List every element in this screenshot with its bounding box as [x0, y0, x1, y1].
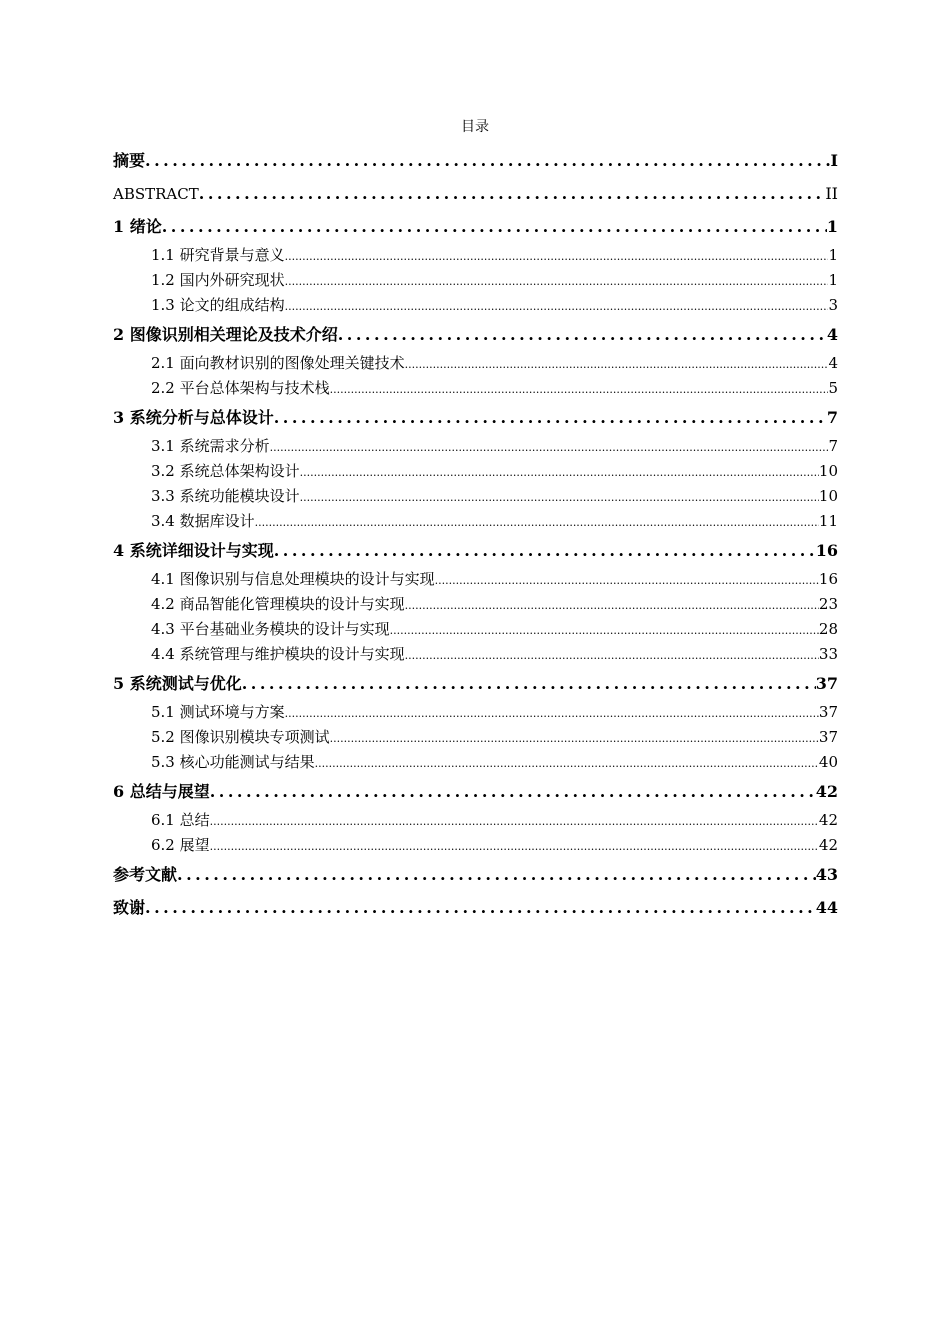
toc-chapter-entry[interactable]	[113, 144, 838, 177]
dot-leader	[405, 351, 829, 377]
toc-page-number: 37	[815, 674, 838, 693]
dot-leader	[285, 293, 829, 319]
dot-leader	[285, 268, 829, 294]
toc-page-number: 1	[828, 246, 838, 264]
toc-section-entry[interactable]	[113, 459, 838, 484]
dot-leader	[405, 592, 819, 618]
dot-leader	[177, 858, 816, 891]
toc-entry-label: 3.2 系统总体架构设计	[151, 462, 300, 480]
dot-leader	[300, 459, 819, 485]
toc-section-entry[interactable]	[113, 376, 838, 401]
toc-entry-label: 6.2 展望	[151, 836, 210, 854]
toc-entry-label: 1 绪论	[113, 217, 162, 236]
toc-entry-label: 6 总结与展望	[113, 782, 210, 801]
toc-section-entry[interactable]	[113, 617, 838, 642]
toc-section-entry[interactable]	[113, 293, 838, 318]
toc-section-entry[interactable]	[113, 642, 838, 667]
toc-entry-label: 4 系统详细设计与实现	[113, 541, 274, 560]
toc-entry-label: 4.4 系统管理与维护模块的设计与实现	[151, 645, 405, 663]
toc-section-entry[interactable]	[113, 509, 838, 534]
toc-chapter-entry[interactable]	[113, 534, 838, 567]
toc-section-entry[interactable]	[113, 434, 838, 459]
toc-entry-label: 4.3 平台基础业务模块的设计与实现	[151, 620, 390, 638]
toc-page-number: 42	[818, 836, 838, 854]
toc-section-entry[interactable]	[113, 750, 838, 775]
dot-leader	[255, 509, 819, 535]
toc-chapter-entry[interactable]	[113, 667, 838, 700]
toc-entry-label: 摘要	[113, 151, 146, 170]
toc-section-entry[interactable]	[113, 700, 838, 725]
toc-entry-label: 5.3 核心功能测试与结果	[151, 753, 315, 771]
dot-leader	[300, 484, 819, 510]
dot-leader	[145, 144, 831, 177]
toc-entry-label: 1.2 国内外研究现状	[151, 271, 285, 289]
toc-section-entry[interactable]	[113, 592, 838, 617]
toc-section-entry[interactable]	[113, 808, 838, 833]
toc-page-number: I	[830, 151, 838, 170]
toc-chapter-entry[interactable]	[113, 891, 838, 924]
toc-page-number: 28	[818, 620, 838, 638]
toc-section-entry[interactable]	[113, 833, 838, 858]
toc-entry-label: 2.1 面向教材识别的图像处理关键技术	[151, 354, 405, 372]
toc-entry-label: 5.2 图像识别模块专项测试	[151, 728, 330, 746]
toc-page-number: 10	[818, 487, 838, 505]
toc-chapter-entry[interactable]	[113, 858, 838, 891]
toc-entry-label: 3.3 系统功能模块设计	[151, 487, 300, 505]
toc-section-entry[interactable]	[113, 725, 838, 750]
toc-title: 目录	[461, 119, 489, 135]
toc-entry-label: 2 图像识别相关理论及技术介绍	[113, 325, 338, 344]
dot-leader	[210, 808, 819, 834]
toc-entry-label: 5.1 测试环境与方案	[151, 703, 285, 721]
toc-section-entry[interactable]	[113, 351, 838, 376]
toc-page-number: 42	[818, 811, 838, 829]
toc-section-entry[interactable]	[113, 268, 838, 293]
dot-leader	[210, 775, 816, 808]
toc-page-number: 11	[818, 512, 838, 530]
toc-entry-label: 4.2 商品智能化管理模块的设计与实现	[151, 595, 405, 613]
toc-chapter-entry[interactable]	[113, 401, 838, 434]
toc-entry-label: 1.3 论文的组成结构	[151, 296, 285, 314]
toc-page-number: II	[825, 184, 838, 203]
dot-leader	[270, 434, 829, 460]
toc-section-entry[interactable]	[113, 484, 838, 509]
toc-page-number: 16	[818, 570, 838, 588]
toc-chapter-entry[interactable]	[113, 210, 838, 243]
dot-leader	[274, 534, 816, 567]
dot-leader	[330, 725, 819, 751]
toc-entry-label: ABSTRACT	[113, 185, 199, 203]
table-of-contents	[113, 144, 838, 924]
toc-entry-label: 4.1 图像识别与信息处理模块的设计与实现	[151, 570, 435, 588]
dot-leader	[210, 833, 819, 859]
dot-leader	[242, 667, 816, 700]
dot-leader	[390, 617, 819, 643]
toc-page-number: 23	[818, 595, 838, 613]
dot-leader	[162, 210, 827, 243]
toc-entry-label: 1.1 研究背景与意义	[151, 246, 285, 264]
dot-leader	[435, 567, 819, 593]
toc-page-number: 43	[815, 865, 838, 884]
dot-leader	[274, 401, 827, 434]
toc-entry-label: 致谢	[113, 898, 146, 917]
toc-page-number: 33	[818, 645, 838, 663]
toc-page-number: 1	[828, 271, 838, 289]
toc-page-number: 44	[815, 898, 838, 917]
dot-leader	[338, 318, 827, 351]
dot-leader	[405, 642, 819, 668]
dot-leader	[315, 750, 819, 776]
toc-entry-label: 2.2 平台总体架构与技术栈	[151, 379, 330, 397]
toc-page-number: 42	[815, 782, 838, 801]
toc-page-number: 7	[828, 437, 838, 455]
toc-page-number: 40	[818, 753, 838, 771]
dot-leader	[285, 700, 819, 726]
toc-page-number: 7	[826, 408, 838, 427]
toc-entry-label: 3.1 系统需求分析	[151, 437, 270, 455]
toc-page-number: 10	[818, 462, 838, 480]
dot-leader	[285, 243, 829, 269]
toc-page-number: 5	[828, 379, 838, 397]
toc-chapter-entry[interactable]	[113, 177, 838, 210]
toc-entry-label: 3 系统分析与总体设计	[113, 408, 274, 427]
toc-chapter-entry[interactable]	[113, 318, 838, 351]
toc-page-number: 4	[828, 354, 838, 372]
toc-entry-label: 参考文献	[113, 865, 178, 884]
toc-entry-label: 6.1 总结	[151, 811, 210, 829]
toc-page-number: 1	[826, 217, 838, 236]
toc-entry-label: 5 系统测试与优化	[113, 674, 242, 693]
toc-page-number: 37	[818, 703, 838, 721]
toc-page-number: 3	[828, 296, 838, 314]
dot-leader	[330, 376, 829, 402]
toc-page-number: 4	[826, 325, 838, 344]
dot-leader	[199, 177, 826, 210]
toc-section-entry[interactable]	[113, 567, 838, 592]
dot-leader	[145, 891, 816, 924]
toc-page-number: 16	[815, 541, 838, 560]
toc-page-number: 37	[818, 728, 838, 746]
toc-section-entry[interactable]	[113, 243, 838, 268]
toc-chapter-entry[interactable]	[113, 775, 838, 808]
toc-entry-label: 3.4 数据库设计	[151, 512, 255, 530]
